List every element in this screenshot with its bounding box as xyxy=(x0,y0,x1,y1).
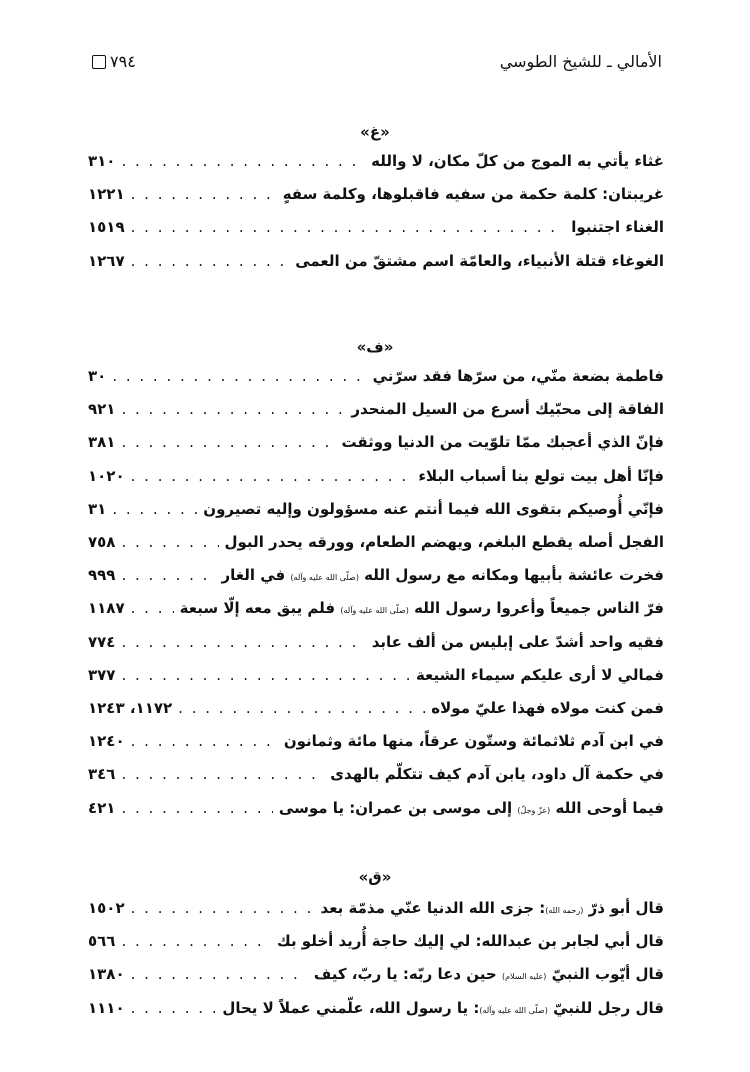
dot-leader xyxy=(121,152,365,170)
entry-text-part: فيما أوحى الله xyxy=(550,798,664,817)
entry-text-part: قال أيّوب النبيّ xyxy=(546,965,664,984)
entry-text xyxy=(342,433,665,451)
entry-text-part: فرّ الناس جميعاً وأعروا رسول الله xyxy=(408,599,664,618)
dot-leader xyxy=(121,566,215,584)
index-entry xyxy=(88,400,664,418)
entry-text xyxy=(416,666,664,684)
index-entry xyxy=(88,533,664,551)
index-entry xyxy=(88,218,664,236)
entry-page-numbers: ١٥١٩ xyxy=(88,218,125,237)
dot-leader xyxy=(112,367,366,385)
entry-page-numbers: ٩٩٩ xyxy=(88,566,116,585)
index-entry xyxy=(88,599,664,617)
entry-page-numbers: ١٢٦٧ xyxy=(88,251,125,270)
running-header-title: الأمالي ـ للشيخ الطوسي xyxy=(499,52,662,71)
dot-leader xyxy=(121,799,272,817)
entry-text-part: فاطمة بضعة منّي، من سرّها فقد سرّني xyxy=(372,367,664,385)
section-heading: «ق» xyxy=(358,868,392,886)
dot-leader xyxy=(131,218,566,236)
entry-text-part: فخرت عائشة بأبيها ومكانه مع رسول الله xyxy=(358,566,664,585)
entry-text xyxy=(283,185,664,203)
dot-leader xyxy=(131,999,217,1017)
index-entry xyxy=(88,500,664,518)
entry-page-numbers: ٣٠ xyxy=(88,367,107,385)
entry-text-part: غريبتان: كلمة حكمة من سفيه فاقبلوها، وكلمة سفهٍ xyxy=(282,185,664,204)
page-number-text: ٧٩٤ xyxy=(110,52,136,71)
dot-leader xyxy=(131,467,413,485)
entry-page-numbers: ٣١٠ xyxy=(88,152,116,170)
entry-text xyxy=(277,932,664,950)
entry-text-part: : جزى الله الدنيا عنّي مذمّة بعد xyxy=(320,899,546,917)
entry-page-numbers: ٣٤٦ xyxy=(88,765,116,784)
entry-page-numbers: ١١١٠ xyxy=(88,998,125,1017)
index-entry xyxy=(88,152,664,170)
entry-text xyxy=(321,899,664,917)
index-entry xyxy=(88,699,664,717)
entry-text-part: فإنّ الذي أعجبك ممّا تلوّيت من الدنيا ووثقت xyxy=(341,433,664,452)
entry-text xyxy=(222,999,664,1017)
index-entry xyxy=(88,367,664,385)
entry-text-part: فمالي لا أرى عليكم سيماء الشيعة xyxy=(415,665,664,684)
dot-leader xyxy=(178,699,425,717)
entry-text xyxy=(225,533,664,551)
entry-text-part: في الغار xyxy=(221,566,291,585)
dot-leader xyxy=(131,185,277,203)
entry-text xyxy=(372,633,664,651)
entry-text-part: قال أبي لجابر بن عبدالله: لي إليك حاجة أُريد أخلو بك xyxy=(276,932,664,951)
entry-page-numbers: ٣٨١ xyxy=(88,433,116,452)
entry-page-numbers: ٣٧٧ xyxy=(88,665,116,684)
index-entry xyxy=(88,566,664,584)
entry-page-numbers: ٣١ xyxy=(88,499,107,518)
entry-page-numbers: ٤٢١ xyxy=(88,798,116,817)
entry-text-part: فإنّي أُوصيكم بتقوى الله فيما أنتم عنه مسؤولون وإليه تصيرون xyxy=(203,499,664,518)
entry-page-numbers: ٥٦٦ xyxy=(88,932,116,951)
index-entry xyxy=(88,633,664,651)
entry-text xyxy=(571,218,664,236)
page-number xyxy=(92,52,136,71)
entry-text xyxy=(431,699,664,717)
entry-text xyxy=(418,467,664,485)
dot-leader xyxy=(131,965,308,983)
index-entry xyxy=(88,732,664,750)
entry-text-part: فلم يبق معه إلّا سبعة xyxy=(179,599,341,618)
entry-text-part: إلى موسى بن عمران: يا موسى xyxy=(278,798,518,817)
entry-text-part: فإنّا أهل بيت تولع بنا أسباب البلاء xyxy=(418,466,664,485)
entry-page-numbers: ١١٨٧ xyxy=(88,599,125,618)
entry-text-part: حين دعا ربّه: يا ربّ، كيف xyxy=(313,965,502,984)
entry-text xyxy=(180,599,664,617)
entry-text-part: في ابن آدم ثلاثمائة وستّون عرقاً، منها مائة وثمانون xyxy=(283,732,664,751)
entry-page-numbers: ٧٥٨ xyxy=(88,533,116,551)
dot-leader xyxy=(131,899,315,917)
index-entry xyxy=(88,999,664,1017)
entry-text xyxy=(330,765,664,783)
entry-page-numbers: ٩٢١ xyxy=(88,400,116,419)
entry-text xyxy=(284,732,664,750)
entry-text-part: قال أبو ذرّ xyxy=(583,899,664,917)
entry-page-numbers: ١٥٠٢ xyxy=(88,899,125,917)
entry-text xyxy=(221,566,664,584)
entry-text-part: فقيه واحد أشدّ على إبليس من ألف عابد xyxy=(371,632,664,651)
index-entry xyxy=(88,932,664,950)
entry-text-part: : يا رسول الله، علّمني عملاً لا يحال xyxy=(222,998,480,1017)
section-heading: «ف» xyxy=(356,338,394,356)
index-entry xyxy=(88,467,664,485)
entry-page-numbers: ١٣٨٠ xyxy=(88,965,125,984)
entry-text xyxy=(295,252,664,270)
honorific: (رحمه الله) xyxy=(545,906,584,915)
honorific: (صلّى الله عليه وآله) xyxy=(340,606,409,616)
dot-leader xyxy=(112,500,197,518)
index-entry xyxy=(88,185,664,203)
entry-text-part: فمن كنت مولاه فهذا عليّ مولاه xyxy=(431,699,664,717)
honorific: (صلّى الله عليه وآله) xyxy=(290,573,359,583)
honorific: (عزّ وجلّ) xyxy=(517,805,551,815)
dot-leader xyxy=(131,252,290,270)
index-entry xyxy=(88,899,664,917)
entry-text xyxy=(279,799,664,817)
honorific: (عليه السلام) xyxy=(501,972,547,982)
dot-leader xyxy=(121,932,271,950)
index-entry xyxy=(88,965,664,983)
entry-text-part: الفاقة إلى محبّيك أسرع من السيل المنحدر xyxy=(351,400,664,419)
entry-text-part: الفجل أصله يقطع البلغم، ويهضم الطعام، وورقه يحدر البول xyxy=(224,533,664,551)
section-heading: «غ» xyxy=(360,123,390,141)
entry-page-numbers: ١٠٢٠ xyxy=(88,466,125,485)
entry-text-part: غثاء يأتي به الموج من كلّ مكان، لا والله xyxy=(371,152,664,170)
entry-text xyxy=(371,152,664,170)
dot-leader xyxy=(121,400,345,418)
dot-leader xyxy=(131,732,278,750)
dot-leader xyxy=(121,533,218,551)
entry-text-part: الغوغاء قتلة الأنبياء، والعامّة اسم مشتقّ من العمى xyxy=(295,251,664,270)
dot-leader xyxy=(121,433,335,451)
dot-leader xyxy=(131,599,174,617)
index-entry xyxy=(88,433,664,451)
entry-page-numbers: ١٢٤٠ xyxy=(88,732,125,751)
index-entry xyxy=(88,666,664,684)
honorific: (صلّى الله عليه وآله) xyxy=(479,1005,548,1015)
entry-page-numbers: ١١٧٢، ١٢٤٣ xyxy=(88,699,173,717)
dot-leader xyxy=(121,666,409,684)
square-ornament-icon xyxy=(92,55,106,69)
entry-text xyxy=(314,965,664,983)
entry-text-part: قال رجل للنبيّ xyxy=(547,998,664,1017)
entry-page-numbers: ٧٧٤ xyxy=(88,632,116,651)
index-entry xyxy=(88,765,664,783)
entry-text-part: الغناء اجتنبوا xyxy=(571,218,664,237)
entry-page-numbers: ١٢٢١ xyxy=(88,185,125,204)
entry-text xyxy=(351,400,664,418)
dot-leader xyxy=(121,765,324,783)
index-entry xyxy=(88,252,664,270)
entry-text xyxy=(373,367,664,385)
index-entry xyxy=(88,799,664,817)
entry-text xyxy=(203,500,664,518)
dot-leader xyxy=(121,633,365,651)
entry-text-part: في حكمة آل داود، يابن آدم كيف تتكلّم بالهدى xyxy=(330,765,664,784)
